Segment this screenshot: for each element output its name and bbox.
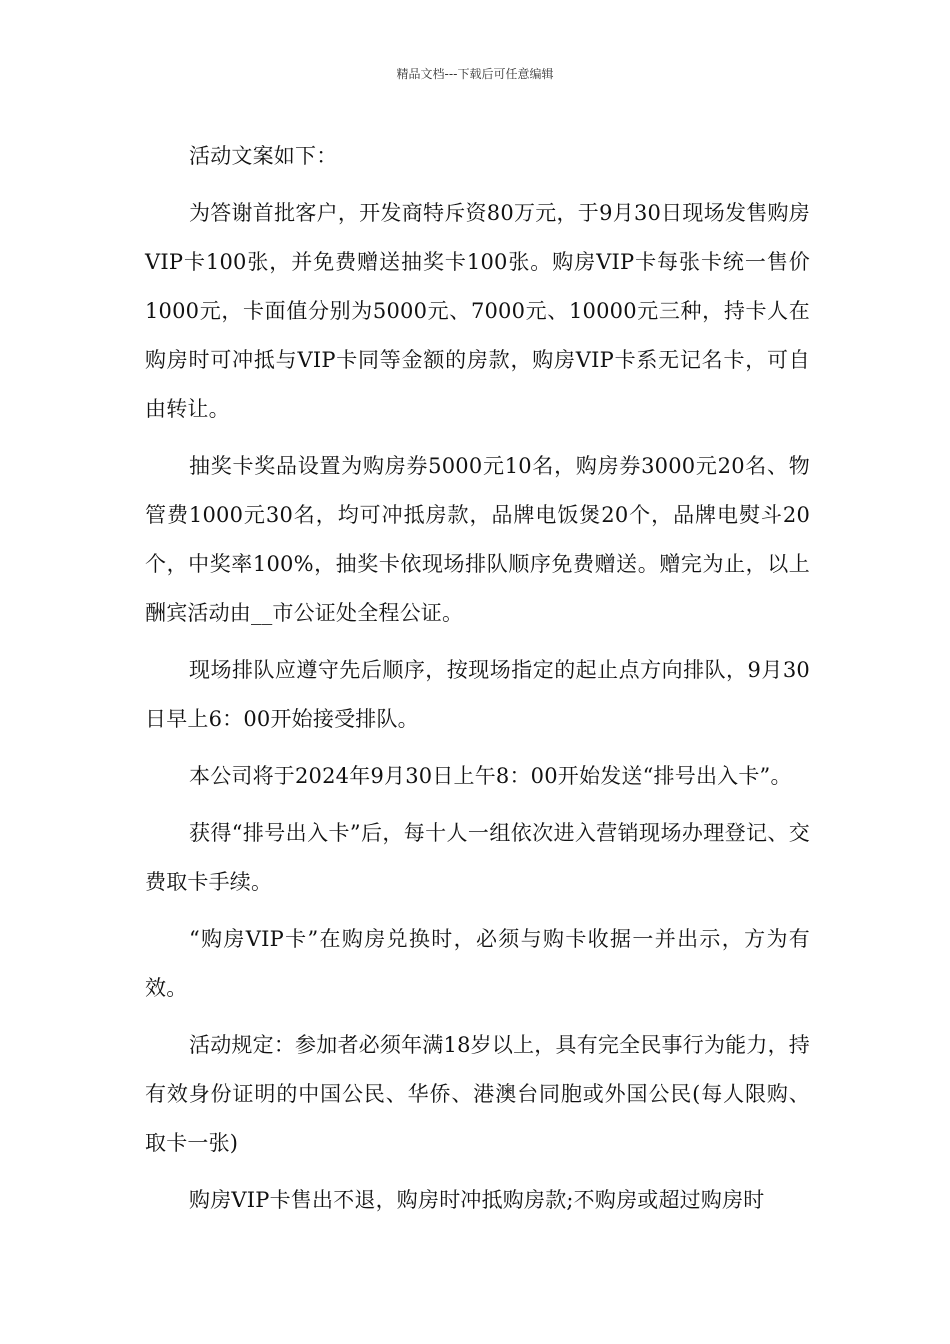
page-header: 精品文档---下载后可任意编辑 (396, 67, 554, 81)
paragraph-refund-policy: 购房VIP卡售出不退，购房时冲抵购房款;不购房或超过购房时 (189, 1188, 765, 1212)
paragraph-lottery-prizes: 抽奖卡奖品设置为购房券5000元10名，购房券3000元20名、物管费1000元30名，均可冲抵房款，品牌电饭煲20个，品牌电熨斗20个，中奖率100%，抽奖卡依现场排队顺序免费赠送。赠完为止，以上酬宾活动由__市公证处全程公证。 (145, 454, 810, 625)
document-body (145, 132, 810, 1225)
paragraph-registration: 获得“排号出入卡”后，每十人一组依次进入营销现场办理登记、交费取卡手续。 (145, 821, 810, 894)
paragraph-queue-rules: 现场排队应遵守先后顺序，按现场指定的起止点方向排队，9月30日早上6：00开始接受排队。 (145, 658, 810, 731)
paragraph-eligibility: 活动规定：参加者必须年满18岁以上，具有完全民事行为能力，持有效身份证明的中国公民、华侨、港澳台同胞或外国公民(每人限购、取卡一张) (145, 1033, 810, 1155)
paragraph-vip-card-sale: 为答谢首批客户，开发商特斥资80万元，于9月30日现场发售购房VIP卡100张，并免费赠送抽奖卡100张。购房VIP卡每张卡统一售价1000元，卡面值分别为5000元、7000元、10000元三种，持卡人在购房时可冲抵与VIP卡同等金额的房款，购房VIP卡系无记名卡，可自由转让。 (145, 201, 810, 421)
paragraph-intro: 活动文案如下： (189, 144, 338, 168)
paragraph-queue-card-issue: 本公司将于2024年9月30日上午8：00开始发送“排号出入卡”。 (189, 764, 792, 788)
paragraph-card-validity: “购房VIP卡”在购房兑换时，必须与购卡收据一并出示，方为有效。 (145, 927, 810, 1000)
